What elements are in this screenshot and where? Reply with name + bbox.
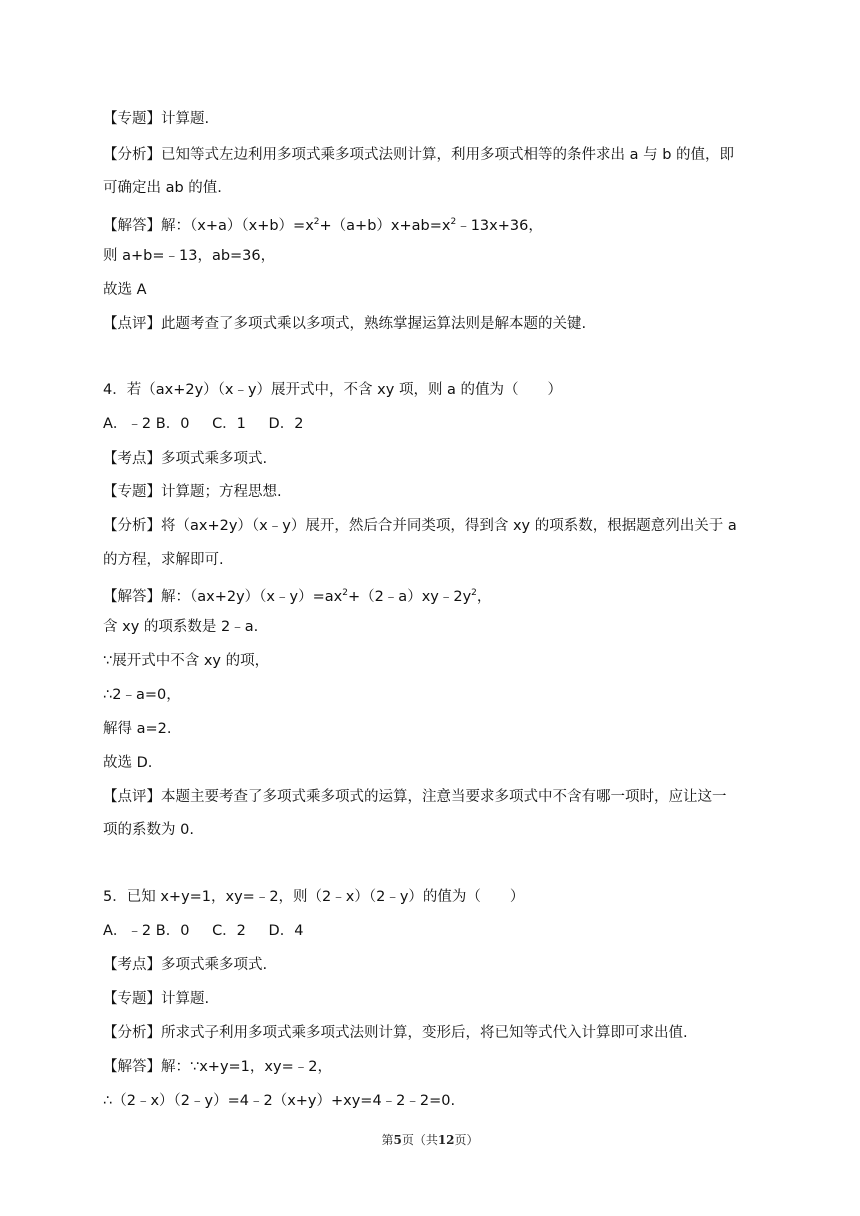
- q5-option-b: B．0: [155, 923, 190, 939]
- q3-analysis-line-1: 【分析】已知等式左边利用多项式乘多项式法则计算，利用多项式相等的条件求出 a 与 b 的值，即: [103, 147, 735, 163]
- q5-option-d: D．4: [268, 923, 304, 939]
- q4-coefficient-line: 含 xy 的项系数是 2﹣a.: [103, 619, 259, 635]
- q4-option-c: C．1: [212, 416, 246, 432]
- q4-solution-tail: ，: [476, 588, 492, 605]
- q5-option-c: C．2: [212, 923, 246, 939]
- q5-analysis: 【分析】所求式子利用多项式乘多项式法则计算，变形后，将已知等式代入计算即可求出值.: [103, 1025, 688, 1041]
- q5-options: [103, 921, 303, 941]
- q4-comment-line-1: 【点评】本题主要考查了多项式乘多项式的运算，注意当要求多项式中不含有哪一项时，应让这一: [103, 789, 727, 805]
- q4-stem: 4．若（ax+2y）（x﹣y）展开式中，不含 xy 项，则 a 的值为（ ）: [103, 382, 563, 398]
- footer-prefix: 第: [381, 1133, 394, 1147]
- q3-comment: 【点评】此题考查了多项式乘以多项式，熟练掌握运算法则是解本题的关键.: [103, 316, 587, 332]
- footer-total-pages: 12: [437, 1133, 455, 1147]
- page-footer: [0, 1131, 860, 1148]
- q5-stem: 5．已知 x+y=1，xy=﹣2，则（2﹣x）（2﹣y）的值为（ ）: [103, 889, 525, 905]
- q4-comment-line-2: 项的系数为 0.: [103, 822, 194, 838]
- q4-therefore-line: ∴2﹣a=0，: [103, 687, 181, 703]
- q4-solution: [103, 583, 491, 607]
- q3-topic: 【专题】计算题.: [103, 111, 210, 127]
- q3-then-line: 则 a+b=﹣13，ab=36，: [103, 248, 276, 264]
- q3-answer: 故选 A: [103, 282, 147, 298]
- q5-therefore-line: ∴（2﹣x）（2﹣y）=4﹣2（x+y）+xy=4﹣2﹣2=0.: [103, 1093, 456, 1109]
- q3-solution-tail: ﹣13x+36，: [456, 217, 543, 234]
- q4-because-line: ∵展开式中不含 xy 的项，: [103, 653, 270, 669]
- q3-solution-exponent-1: 2: [313, 217, 320, 227]
- footer-middle: 页（共: [401, 1133, 438, 1147]
- q4-options: [103, 414, 303, 434]
- q5-solution: 【解答】解：∵x+y=1，xy=﹣2，: [103, 1059, 332, 1075]
- q4-option-b: B．0: [155, 416, 190, 432]
- q3-analysis-line-2: 可确定出 ab 的值.: [103, 180, 222, 196]
- q4-analysis-line-1: 【分析】将（ax+2y）（x﹣y）展开，然后合并同类项，得到含 xy 的项系数，根据题意列出关于 a: [103, 518, 737, 534]
- q4-solution-mid: +（2﹣a）xy﹣2y: [347, 588, 472, 605]
- q4-point: 【考点】多项式乘多项式.: [103, 451, 268, 467]
- q3-solution-head: 【解答】解：（x+a）（x+b）=x: [103, 217, 314, 234]
- q4-solution-exponent-2: 2: [471, 588, 477, 598]
- q3-solution: [103, 212, 543, 236]
- q4-option-a: A．﹣2: [103, 416, 152, 432]
- q5-option-a: A．﹣2: [103, 923, 152, 939]
- footer-suffix: 页）: [454, 1133, 479, 1147]
- q5-topic: 【专题】计算题.: [103, 991, 210, 1007]
- q3-solution-mid: +（a+b）x+ab=x: [319, 217, 451, 234]
- q4-solution-exponent-1: 2: [342, 588, 348, 598]
- q5-point: 【考点】多项式乘多项式.: [103, 957, 268, 973]
- q4-solution-head: 【解答】解：（ax+2y）（x﹣y）=ax: [103, 588, 343, 605]
- q4-analysis-line-2: 的方程，求解即可.: [103, 552, 224, 568]
- q4-solve-line: 解得 a=2.: [103, 721, 172, 737]
- q4-topic: 【专题】计算题；方程思想.: [103, 484, 282, 500]
- q4-answer: 故选 D.: [103, 755, 153, 771]
- q4-option-d: D．2: [268, 416, 304, 432]
- footer-page-number: 5: [393, 1133, 402, 1147]
- q3-solution-exponent-2: 2: [450, 217, 457, 227]
